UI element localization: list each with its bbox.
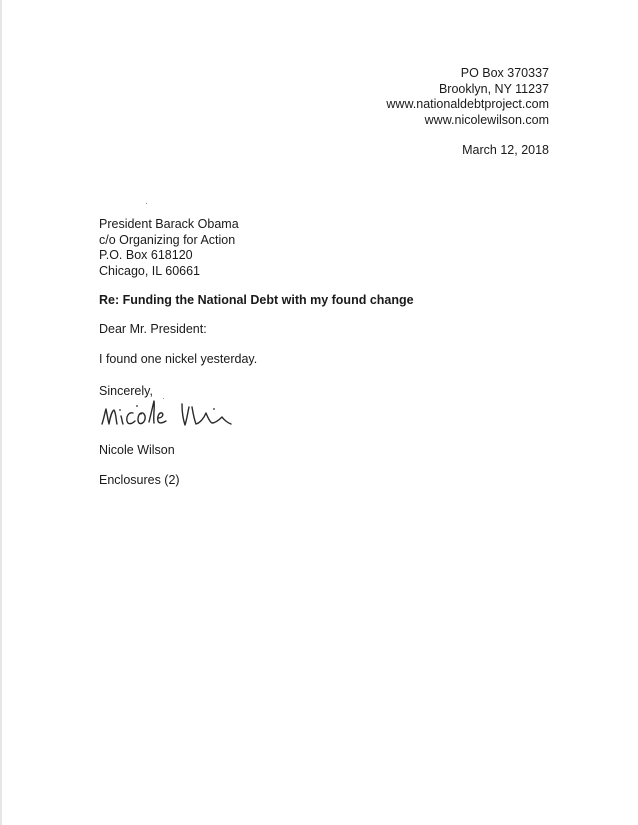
recipient-po-box: P.O. Box 618120 [99,248,193,262]
sender-city-state-zip: Brooklyn, NY 11237 [438,81,549,96]
handwritten-signature [96,396,246,436]
enclosures-note: Enclosures (2) [99,473,180,487]
sender-website-personal: www.nicolewilson.com [424,112,549,127]
salutation: Dear Mr. President: [99,322,207,336]
sender-website-project: www.nationaldebtproject.com [386,97,549,111]
signer-name: Nicole Wilson [99,443,175,457]
recipient-care-of: c/o Organizing for Action [99,232,236,247]
scan-speck [163,398,164,399]
recipient-city-state-zip: Chicago, IL 60661 [99,263,201,278]
subject-line: Re: Funding the National Debt with my found change [99,293,414,307]
sender-address-block [386,66,549,128]
scan-speck [146,203,147,204]
scan-edge [0,0,2,825]
recipient-address-block [99,217,239,279]
letter-date: March 12, 2018 [462,143,549,157]
letter-body: I found one nickel yesterday. [99,352,258,366]
closing: Sincerely, [99,384,153,398]
recipient-name: President Barack Obama [99,217,239,231]
sender-po-box: PO Box 370337 [460,66,549,80]
signature-text: Nicole Wi [96,435,101,436]
